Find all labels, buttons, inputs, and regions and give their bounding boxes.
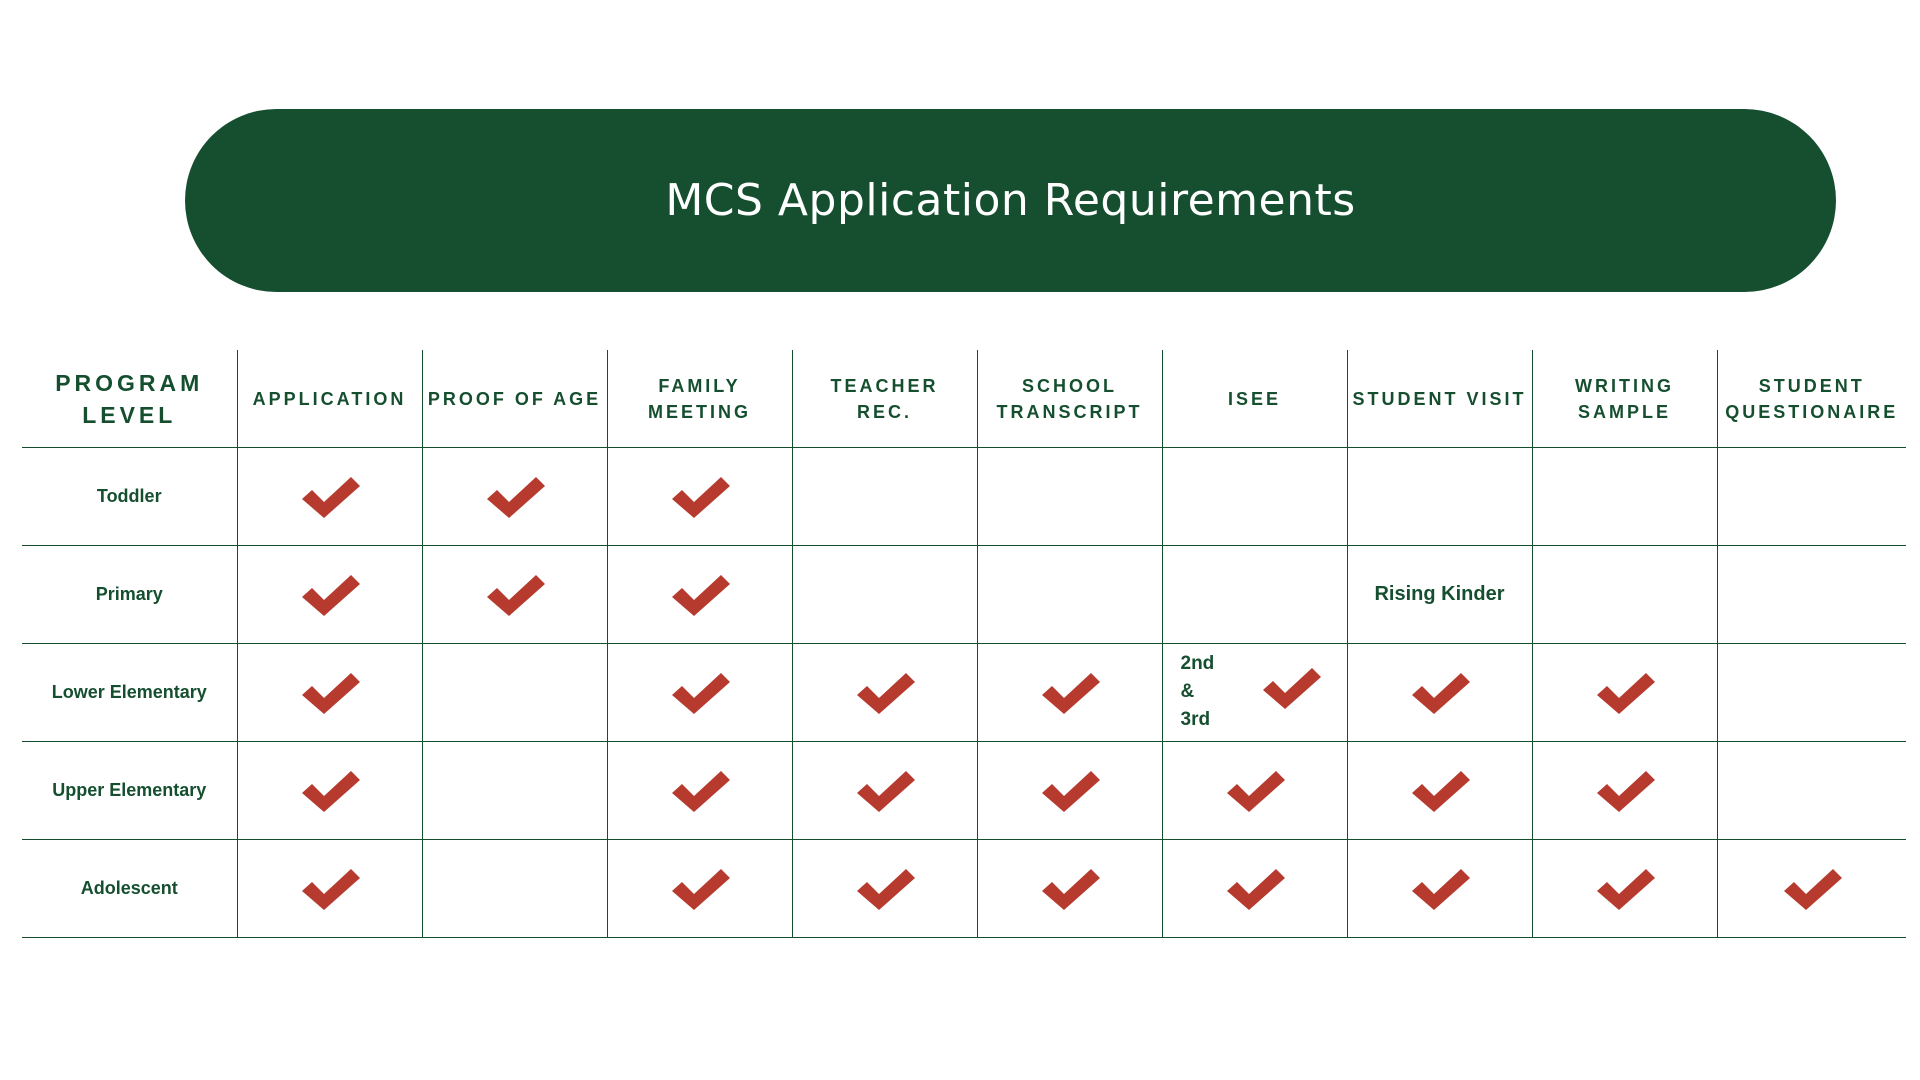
cell-family-meeting (607, 546, 792, 644)
program-level-cell: Primary (22, 546, 237, 644)
header-teacher-rec-line-1: TEACHER (830, 375, 939, 396)
checkmark-icon (1038, 767, 1102, 815)
header-school-transcript-line-2: TRANSCRIPT (996, 401, 1143, 422)
table-row (22, 742, 1906, 840)
checkmark-icon (1038, 865, 1102, 913)
isee-grade-note-line: 3rd (1180, 709, 1211, 730)
cell-teacher-rec (792, 840, 977, 938)
header-family-meeting (607, 350, 792, 448)
isee-grade-note (1181, 650, 1221, 734)
checkmark-icon (1593, 767, 1657, 815)
header-school-transcript (977, 350, 1162, 448)
checkmark-icon (1259, 664, 1323, 712)
header-writing-sample-line-2: SAMPLE (1577, 401, 1671, 422)
table-row (22, 448, 1906, 546)
cell-proof-of-age (422, 840, 607, 938)
checkmark-icon (668, 669, 732, 717)
cell-student-questionaire (1717, 742, 1906, 840)
checkmark-icon (668, 865, 732, 913)
cell-student-questionaire (1717, 840, 1906, 938)
cell-student-visit (1347, 644, 1532, 742)
cell-family-meeting (607, 742, 792, 840)
checkmark-icon (1408, 865, 1472, 913)
cell-writing-sample (1532, 742, 1717, 840)
cell-school-transcript (977, 742, 1162, 840)
isee-note-wrap (1163, 644, 1347, 741)
checkmark-icon (668, 473, 732, 521)
header-application (237, 350, 422, 448)
header-row (22, 350, 1906, 448)
checkmark-icon (1593, 865, 1657, 913)
header-student-visit-line-1: STUDENT VISIT (1352, 388, 1527, 409)
header-student-visit (1347, 350, 1532, 448)
checkmark-icon (668, 767, 732, 815)
checkmark-icon (853, 767, 917, 815)
cell-proof-of-age (422, 546, 607, 644)
header-student-questionaire-line-2: QUESTIONAIRE (1725, 401, 1899, 422)
cell-isee (1162, 546, 1347, 644)
cell-application (237, 840, 422, 938)
cell-application (237, 644, 422, 742)
program-level-cell: Upper Elementary (22, 742, 237, 840)
header-family-meeting-line-1: FAMILY (658, 375, 741, 396)
cell-teacher-rec (792, 448, 977, 546)
checkmark-icon (1408, 669, 1472, 717)
header-proof-of-age (422, 350, 607, 448)
cell-isee (1162, 840, 1347, 938)
title-banner (185, 109, 1836, 292)
checkmark-icon (1038, 669, 1102, 717)
cell-school-transcript (977, 840, 1162, 938)
cell-application (237, 448, 422, 546)
header-writing-sample (1532, 350, 1717, 448)
cell-application (237, 742, 422, 840)
header-teacher-rec-line-2: REC. (856, 401, 912, 422)
header-isee-line-1: ISEE (1227, 388, 1282, 409)
checkmark-icon (853, 669, 917, 717)
isee-grade-note-line: 2nd (1180, 653, 1215, 674)
cell-teacher-rec (792, 546, 977, 644)
table-row (22, 644, 1906, 742)
table-row (22, 546, 1906, 644)
cell-student-visit (1347, 448, 1532, 546)
cell-student-questionaire (1717, 448, 1906, 546)
header-school-transcript-line-1: SCHOOL (1021, 375, 1117, 396)
cell-isee (1162, 644, 1347, 742)
checkmark-icon (483, 571, 547, 619)
header-teacher-rec (792, 350, 977, 448)
checkmark-icon (1408, 767, 1472, 815)
table-row (22, 840, 1906, 938)
header-proof-of-age-line-1: PROOF OF AGE (427, 388, 602, 409)
cell-writing-sample (1532, 448, 1717, 546)
program-level-cell: Adolescent (22, 840, 237, 938)
student-visit-note: Rising Kinder (1374, 583, 1505, 605)
cell-school-transcript (977, 546, 1162, 644)
program-level-cell: Lower Elementary (22, 644, 237, 742)
checkmark-icon (1780, 865, 1844, 913)
checkmark-icon (298, 865, 362, 913)
cell-family-meeting (607, 840, 792, 938)
header-program-level-line-2: LEVEL (82, 401, 177, 428)
checkmark-icon (1223, 767, 1287, 815)
cell-school-transcript (977, 644, 1162, 742)
checkmark-icon (298, 767, 362, 815)
cell-teacher-rec (792, 644, 977, 742)
header-student-questionaire (1717, 350, 1906, 448)
cell-student-visit (1347, 742, 1532, 840)
page-title: MCS Application Requirements (665, 175, 1356, 226)
header-family-meeting-line-2: MEETING (647, 401, 751, 422)
header-isee (1162, 350, 1347, 448)
requirements-table (22, 350, 1906, 938)
program-level-cell: Toddler (22, 448, 237, 546)
cell-proof-of-age (422, 448, 607, 546)
cell-writing-sample (1532, 644, 1717, 742)
checkmark-icon (298, 571, 362, 619)
cell-proof-of-age (422, 644, 607, 742)
cell-isee (1162, 448, 1347, 546)
checkmark-icon (483, 473, 547, 521)
cell-student-questionaire (1717, 644, 1906, 742)
header-application-line-1: APPLICATION (252, 388, 407, 409)
cell-teacher-rec (792, 742, 977, 840)
header-program-level-line-1: PROGRAM (55, 369, 204, 396)
cell-student-visit (1347, 840, 1532, 938)
cell-student-visit (1347, 546, 1532, 644)
cell-family-meeting (607, 644, 792, 742)
header-writing-sample-line-1: WRITING (1575, 375, 1674, 396)
cell-family-meeting (607, 448, 792, 546)
isee-grade-note-line: & (1180, 681, 1195, 702)
cell-isee (1162, 742, 1347, 840)
checkmark-icon (668, 571, 732, 619)
cell-application (237, 546, 422, 644)
header-student-questionaire-line-1: STUDENT (1758, 375, 1865, 396)
checkmark-icon (1223, 865, 1287, 913)
checkmark-icon (298, 473, 362, 521)
cell-writing-sample (1532, 840, 1717, 938)
cell-writing-sample (1532, 546, 1717, 644)
cell-proof-of-age (422, 742, 607, 840)
checkmark-icon (1593, 669, 1657, 717)
header-program-level (22, 350, 237, 448)
checkmark-icon (298, 669, 362, 717)
cell-school-transcript (977, 448, 1162, 546)
cell-student-questionaire (1717, 546, 1906, 644)
checkmark-icon (853, 865, 917, 913)
